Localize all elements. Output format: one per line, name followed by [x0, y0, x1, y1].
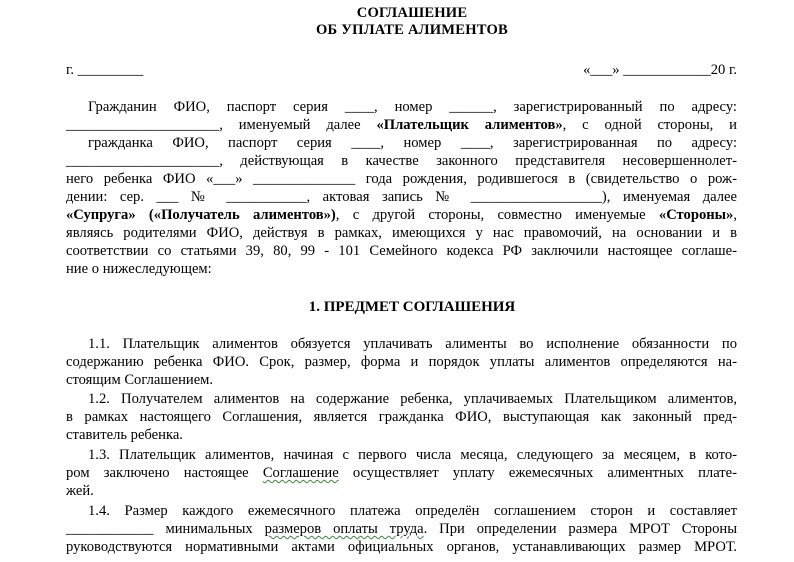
document-title: СОГЛАШЕНИЕ	[356, 5, 468, 21]
clause-1-4-line	[66, 520, 737, 538]
recipient-term: «Супруга» («Получатель алиментов»)	[66, 207, 336, 223]
clause-1-3-line: 1.3. Плательщик алиментов, начиная с первого числа месяца, следующего за месяцем, в кото-	[88, 447, 737, 463]
clause-1-4-line: руководствуются нормативными актами официальных органов, устанавливающих размер МРОТ.	[66, 539, 737, 555]
spellcheck-phrase: размеров оплаты труда	[264, 521, 424, 537]
clause-1-3-line: жей.	[66, 483, 94, 499]
clause-1-1-line: содержанию ребенка ФИО. Срок, размер, форма и порядок уплаты алиментов определяются на-	[66, 354, 737, 370]
preamble-line	[66, 116, 737, 134]
clause-1-2-line: ставитель ребенка.	[66, 427, 183, 443]
text-fragment: осуществляет уплату ежемесячных алиментных плате-	[338, 465, 738, 481]
text-fragment: ,	[733, 207, 737, 223]
city-field: г. _________	[66, 62, 144, 78]
clause-1-1-line: 1.1. Плательщик алиментов обязуется уплачивать алименты во исполнение обязанности по	[88, 336, 737, 352]
preamble-line: дении: сер. ___ № ___________, актовая запись № __________________), именуемая далее	[66, 189, 737, 205]
text-fragment: ром заключено настоящее	[66, 465, 263, 481]
spellcheck-word: Соглашение	[262, 465, 339, 481]
preamble-line: _____________________, действующая в качестве законного представителя несовершеннолет-	[66, 153, 737, 169]
text-fragment: _____________________, именуемый далее	[66, 117, 377, 133]
preamble-line: являясь родителями ФИО, действуя в рамках, имеющихся у нас правомочий, на основании и в	[66, 225, 737, 241]
payer-term: «Плательщик алиментов»	[376, 117, 563, 133]
preamble-line: гражданка ФИО, паспорт серия ____, номер ____, зарегистрированная по адресу:	[88, 135, 737, 151]
clause-1-3-line	[66, 464, 737, 482]
clause-1-4-line: 1.4. Размер каждого ежемесячного платежа определён соглашением сторон и составляет	[88, 503, 737, 519]
clause-1-2-line: в рамках настоящего Соглашения, является гражданка ФИО, выступающая как законный пред-	[66, 409, 737, 425]
preamble-line: ние о нижеследующем:	[66, 261, 212, 277]
section-heading: 1. ПРЕДМЕТ СОГЛАШЕНИЯ	[308, 299, 516, 315]
preamble-line: Гражданин ФИО, паспорт серия ____, номер ______, зарегистрированный по адресу:	[88, 99, 737, 115]
date-field: «___» ____________20 г.	[583, 62, 737, 78]
clause-1-2-line: 1.2. Получателем алиментов на содержание ребенка, уплачиваемых Плательщиком алиментов,	[88, 391, 737, 407]
text-fragment: , с одной стороны, и	[562, 117, 737, 133]
text-fragment: , с другой стороны, совместно именуемые	[335, 207, 659, 223]
document-subtitle: ОБ УПЛАТЕ АЛИМЕНТОВ	[315, 22, 508, 38]
preamble-line	[66, 206, 737, 224]
preamble-line: него ребенка ФИО «___» ______________ года рождения, родившегося в (свидетельство о рож-	[66, 171, 737, 187]
clause-1-1-line: стоящим Соглашением.	[66, 372, 214, 388]
text-fragment: . При определении размера МРОТ Стороны	[423, 521, 737, 537]
preamble-line: соответствии со статьями 39, 80, 99 - 101 Семейного кодекса РФ заключили настоящее соглаше-	[66, 243, 737, 259]
parties-term: «Стороны»	[658, 207, 734, 223]
text-fragment: ____________ минимальных	[66, 521, 265, 537]
